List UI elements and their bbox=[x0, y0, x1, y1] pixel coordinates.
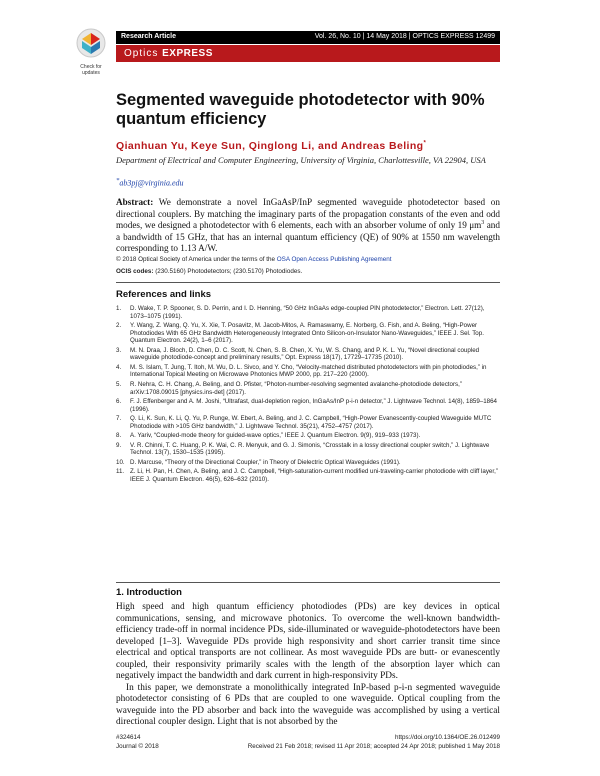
introduction-paragraph: High speed and high quantum efficiency photodiodes (PDs) are key devices in optical communications, sensing, and microwave photonics. To overcome the well-known bandwidth-efficiency trade-off in normal incidence PDs, side-illuminated or waveguide-photodetectors have been developed [1–3]. Waveguide PDs provide high responsivity and short carrier transit time since electrical and optical transports are not collinear. As most waveguide PDs are butt- or evanescently coupled, their responsivity primarily scales with the length of the absorption layer which can negatively impact the bandwidth and dark current in high-responsivity PDs. bbox=[116, 602, 500, 682]
reference-item bbox=[116, 381, 500, 396]
ocis-label: OCIS codes: bbox=[116, 268, 154, 275]
email-address[interactable]: ab3pj@virginia.edu bbox=[119, 178, 184, 188]
reference-number: 9. bbox=[116, 441, 122, 449]
abstract-text-part1: We demonstrate a novel InGaAsP/InP segmented waveguide photodetector based on directional couplers. By matching the imaginary parts of the propagation constants of the even and odd modes, we designed a photodetector with 6 elements, each with an absorber volume of only 19 μm bbox=[116, 197, 500, 231]
open-access-agreement-link[interactable]: OSA Open Access Publishing Agreement bbox=[276, 256, 392, 263]
article-header-bar bbox=[116, 31, 500, 44]
abstract-text-part2: and a bandwidth of 15 GHz, that has an internal quantum efficiency (QE) of 90% at 1550 nm wavelength corresponding to 1.13 A/W. bbox=[116, 220, 500, 254]
reference-number: 4. bbox=[116, 363, 122, 371]
reference-number: 7. bbox=[116, 415, 122, 423]
abstract bbox=[116, 197, 500, 255]
copyright-notice bbox=[116, 256, 500, 263]
journal-name-prefix: Optics bbox=[124, 48, 159, 59]
corresponding-email[interactable] bbox=[116, 177, 184, 188]
reference-number: 11. bbox=[116, 468, 125, 476]
reference-item bbox=[116, 305, 500, 320]
ocis-codes bbox=[116, 268, 500, 275]
section-divider bbox=[116, 582, 500, 583]
reference-text: F. J. Effenberger and A. M. Joshi, “Ultrafast, dual-depletion region, InGaAs/InP p-i-n detector,” J. Lightwave Technol. 14(8), 1859–1864 (1996). bbox=[130, 397, 497, 413]
reference-number: 10. bbox=[116, 458, 125, 466]
crossmark-label: Check for updates bbox=[80, 64, 102, 76]
journal-banner bbox=[116, 45, 500, 62]
reference-item bbox=[116, 468, 500, 483]
article-title: Segmented waveguide photodetector with 90% quantum efficiency bbox=[116, 91, 485, 128]
reference-item bbox=[116, 432, 500, 440]
copyright-text: © 2018 Optical Society of America under the terms of the bbox=[116, 256, 277, 263]
check-for-updates-badge[interactable] bbox=[76, 28, 106, 76]
email-mark: * bbox=[116, 177, 120, 184]
affiliation: Department of Electrical and Computer Engineering, University of Virginia, Charlottesville, VA 22904, USA bbox=[116, 155, 486, 165]
reference-text: A. Yariv, “Coupled-mode theory for guided-wave optics,” IEEE J. Quantum Electron. 9(9), 919–933 (1973). bbox=[130, 432, 421, 440]
reference-text: Y. Wang, Z. Wang, Q. Yu, X. Xie, T. Posavitz, M. Jacob-Mitos, A. Ramaswamy, E. Norberg, G. Fish, and A. Beling, “High-Power Photodiodes With 65 GHz Bandwidth Heterogeneously Integrated Onto Silicon-on-Insulator Nano-Waveguides,” IEEE J. Sel. Top. Quantum Electron. 24(2), 1–6 (2017). bbox=[130, 322, 484, 345]
reference-list bbox=[116, 305, 500, 485]
reference-text: V. R. Chinni, T. C. Huang, P. K. Wai, C. R. Menyuk, and G. J. Simonis, “Crosstalk in a lossy directional coupler switch,” J. Lightwave Technol. 13(7), 1530–1535 (1995). bbox=[130, 441, 490, 457]
volume-citation: Vol. 26, No. 10 | 14 May 2018 | OPTICS EXPRESS 12499 bbox=[314, 33, 495, 40]
reference-text: D. Wake, T. P. Spooner, S. D. Perrin, and I. D. Henning, “50 GHz InGaAs edge-coupled PIN photodetector,” Electron. Lett. 27(12), 1073–1075 (1991). bbox=[130, 305, 485, 320]
reference-item bbox=[116, 398, 500, 413]
footer-left bbox=[116, 734, 159, 751]
reference-number: 3. bbox=[116, 346, 122, 354]
reference-number: 2. bbox=[116, 322, 122, 330]
reference-number: 5. bbox=[116, 380, 122, 388]
reference-number: 6. bbox=[116, 397, 122, 405]
reference-item bbox=[116, 347, 500, 362]
reference-text: Q. Li, K. Sun, K. Li, Q. Yu, P. Runge, W. Ebert, A. Beling, and J. C. Campbell, “High-Power Evanescently-coupled Waveguide MUTC Photodiode with >105 GHz bandwidth,” J. Lightwave Technol. 35(21), 4752–4757 (2017). bbox=[130, 415, 492, 430]
references-heading: References and links bbox=[116, 289, 212, 300]
journal-name bbox=[124, 48, 213, 59]
reference-item bbox=[116, 442, 500, 457]
author-list bbox=[116, 140, 500, 152]
doi-link[interactable]: https://doi.org/10.1364/OE.26.012499 bbox=[394, 734, 500, 741]
reference-text: R. Nehra, C. H. Chang, A. Beling, and O. Pfister, “Photon-number-resolving segmented avalanche-photodiode detectors,” arXiv:1708.09015 [physics.ins-det] (2017). bbox=[130, 380, 462, 396]
crossmark-icon bbox=[76, 28, 106, 58]
footer-right bbox=[248, 734, 500, 751]
manuscript-id: #324614 bbox=[116, 734, 141, 741]
publication-dates: Received 21 Feb 2018; revised 11 Apr 2018; accepted 24 Apr 2018; published 1 May 2018 bbox=[247, 742, 500, 750]
introduction-body bbox=[116, 602, 500, 729]
section-divider bbox=[116, 282, 500, 283]
abstract-superscript: 3 bbox=[481, 220, 485, 227]
corresponding-author-mark: * bbox=[423, 140, 427, 147]
reference-text: M. S. Islam, T. Jung, T. Itoh, M. Wu, D. L. Sivco, and Y. Cho, “Velocity-matched distributed photodetectors with pin photodiodes,” in International Topical Meeting on Microwave Photonics MWP 2000, pp. 217–220 (2000). bbox=[130, 363, 487, 379]
reference-text: M. N. Draa, J. Bloch, D. Chen, D. C. Scott, N. Chen, S. B. Chen, X. Yu, W. S. Chang, and P. K. L. Yu, “Novel directional coupled waveguide photodiode-concept and preliminary results,” Opt. Express 18(17), 17729–17735 (2010). bbox=[130, 346, 480, 362]
abstract-label: Abstract: bbox=[116, 197, 154, 207]
reference-item bbox=[116, 415, 500, 430]
reference-number: 1. bbox=[116, 305, 122, 312]
reference-number: 8. bbox=[116, 432, 122, 440]
article-type-label: Research Article bbox=[121, 33, 176, 40]
reference-item bbox=[116, 322, 500, 345]
author-names: Qianhuan Yu, Keye Sun, Qinglong Li, and Andreas Beling bbox=[116, 140, 424, 152]
ocis-text: (230.5160) Photodetectors; (230.5170) Photodiodes. bbox=[153, 268, 303, 275]
reference-item bbox=[116, 459, 500, 467]
reference-item bbox=[116, 364, 500, 379]
reference-text: D. Marcuse, “Theory of the Directional Coupler,” in Theory of Dielectric Optical Waveguides (1991). bbox=[130, 458, 401, 466]
introduction-paragraph: In this paper, we demonstrate a monolithically integrated InP-based p-i-n segmented waveguide photodetector consisting of 6 PDs that are coupled to one waveguide. Optical coupling from the waveguide into the PD absorber and back into the waveguide was accomplished by using a vertical directional coupler design. Light that is not absorbed by the bbox=[116, 682, 500, 728]
introduction-heading: 1. Introduction bbox=[116, 587, 182, 598]
reference-text: Z. Li, H. Pan, H. Chen, A. Beling, and J. C. Campbell, “High-saturation-current modified uni-traveling-carrier photodiode with cliff layer,” IEEE J. Quantum Electron. 46(5), 626–632 (2010). bbox=[130, 468, 498, 483]
journal-copyright: Journal © 2018 bbox=[116, 742, 159, 750]
journal-name-suffix: EXPRESS bbox=[162, 48, 213, 59]
